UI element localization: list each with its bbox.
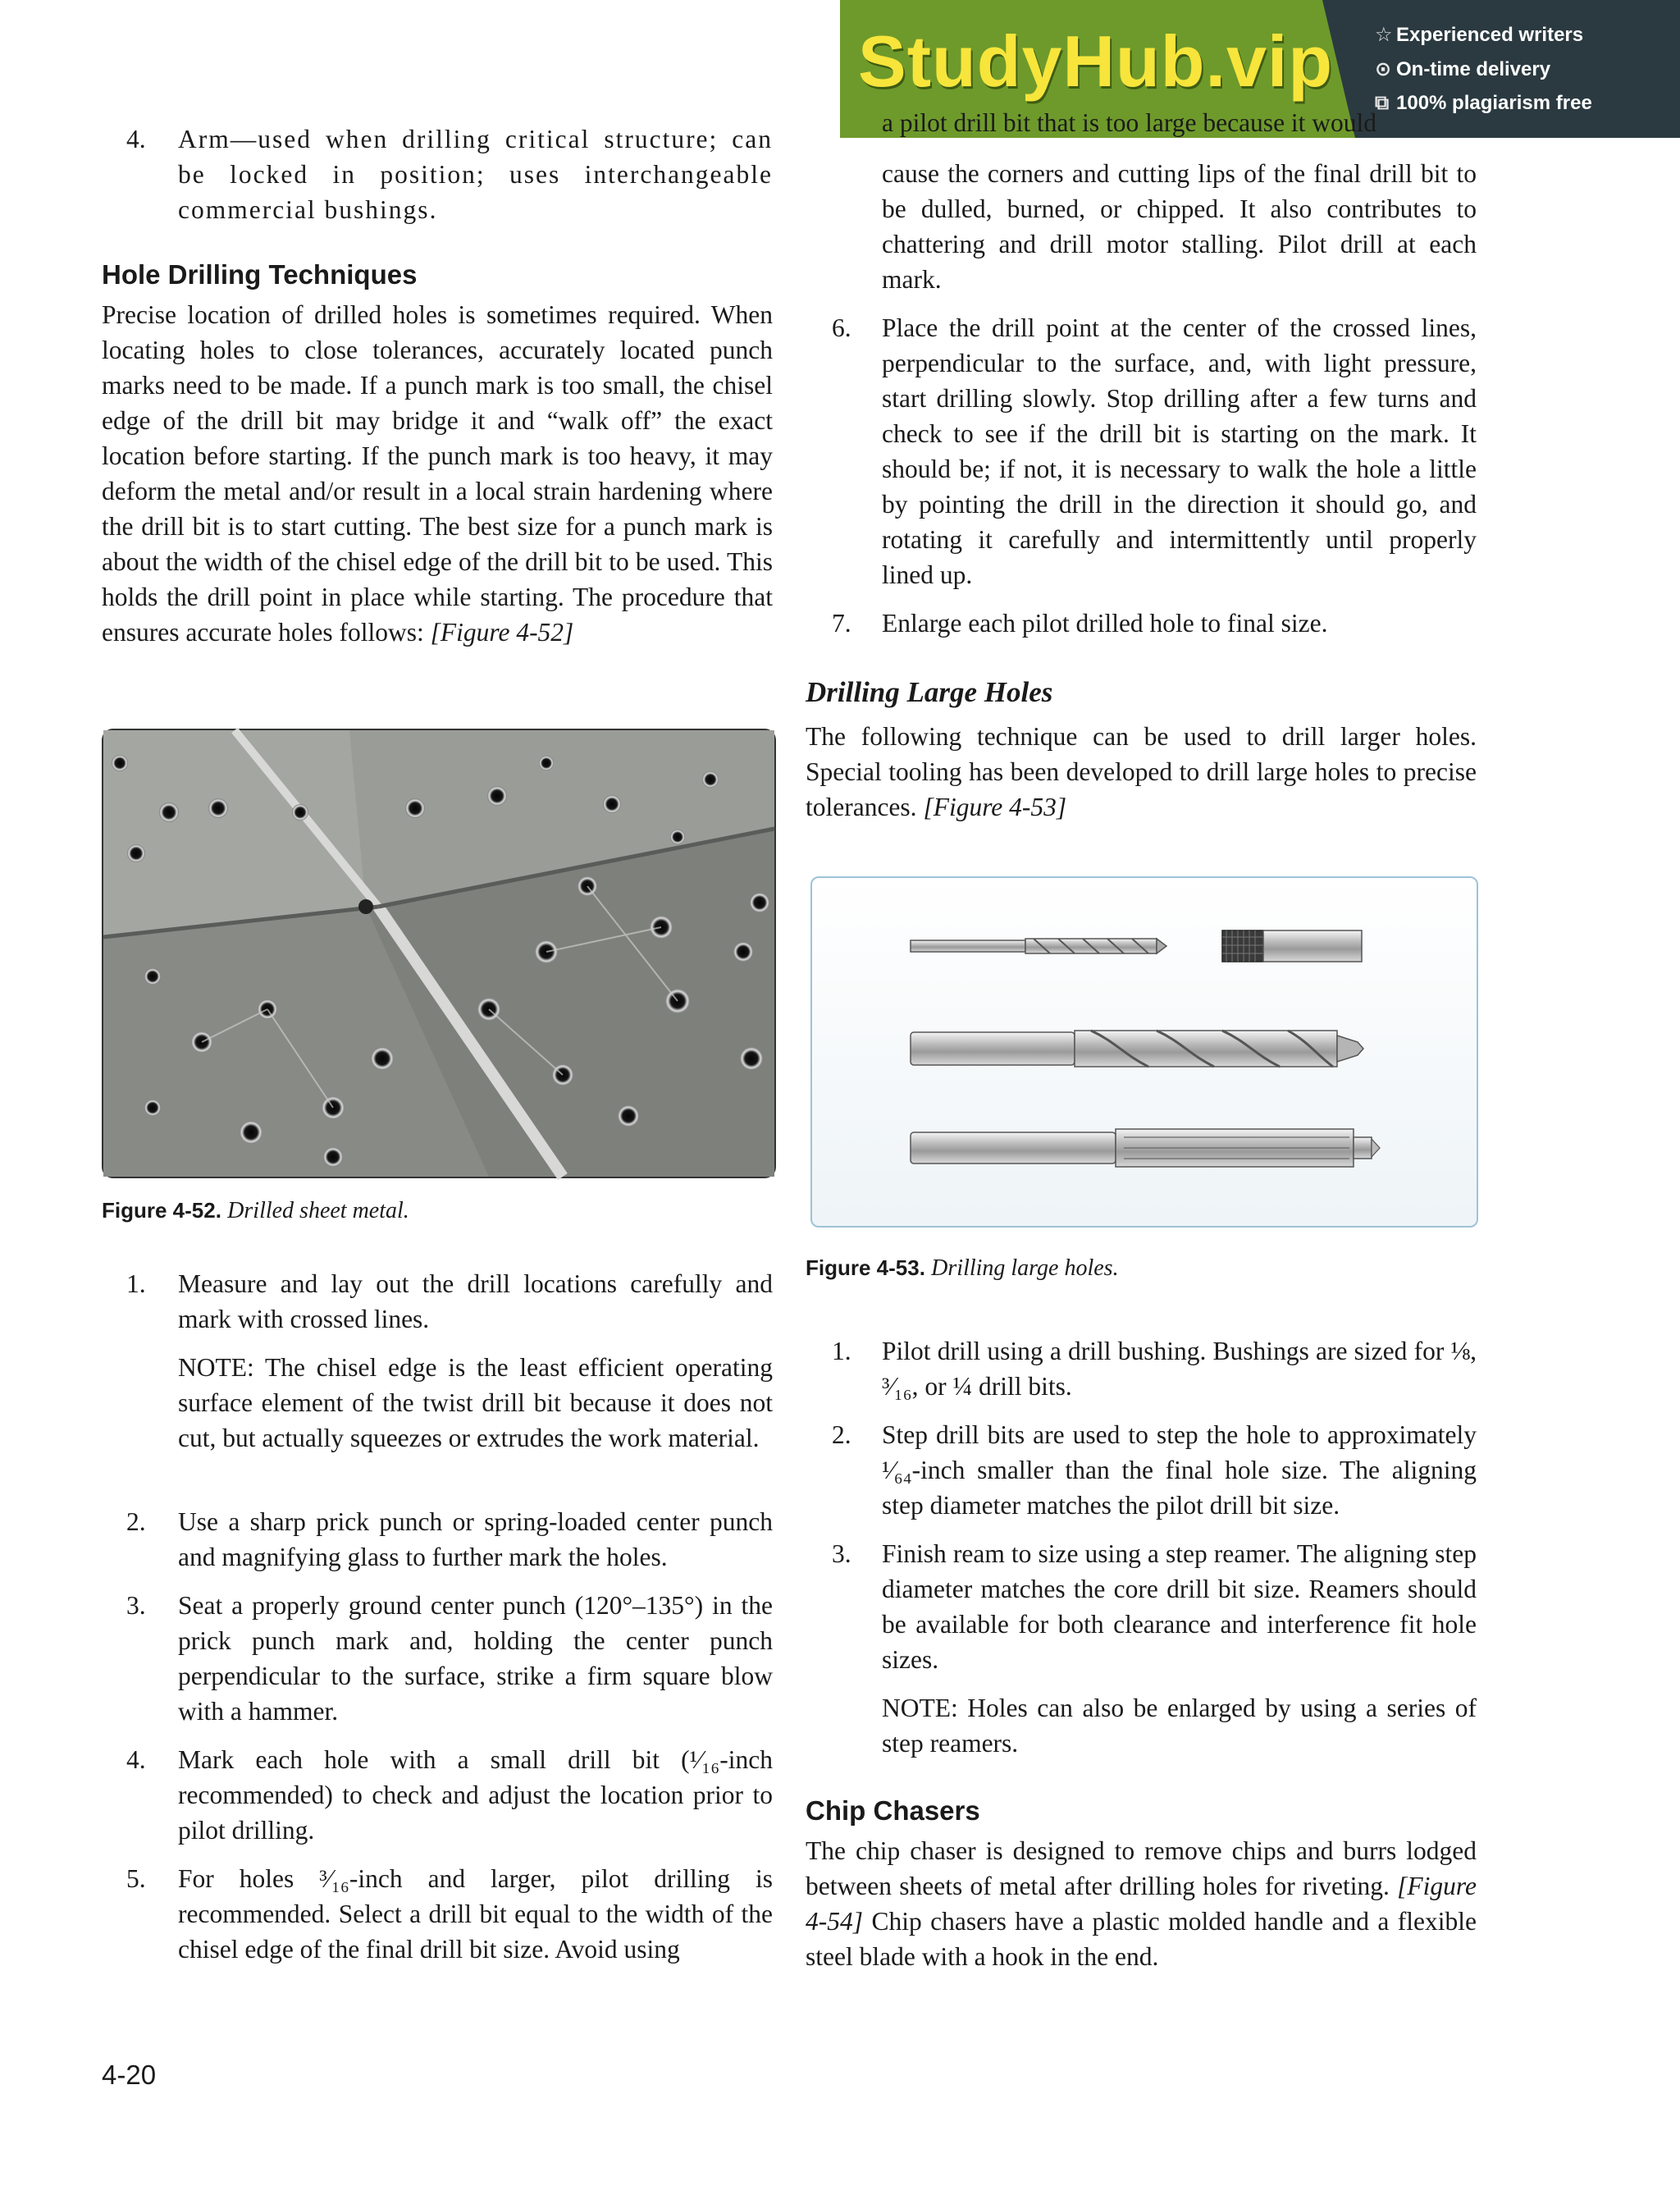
large-holes-intro: The following technique can be used to drill larger holes. Special tooling has been developed to drill large holes to precise tolerances. [Figure 4-53] bbox=[806, 722, 1477, 821]
note-step-reamers: NOTE: Holes can also be enlarged by using a series of step reamers. bbox=[882, 1694, 1477, 1758]
drill-bits-illustration bbox=[812, 878, 1477, 1226]
page-number: 4-20 bbox=[102, 2060, 157, 2090]
figure-ref-4-53[interactable]: [Figure 4-53] bbox=[923, 793, 1067, 821]
large-step-3: 3. Finish ream to size using a step reamer. The aligning step diameter matches the core drill bit size. Reamers should be available for both clearance and interference fit hole sizes. bbox=[832, 1539, 1477, 1674]
copy-icon: ⧉ bbox=[1375, 92, 1390, 114]
note-chisel-edge: NOTE: The chisel edge is the least efficient operating surface element of the twist drill bit because it does not cut, but actually squeezes or extrudes the work material. bbox=[178, 1353, 773, 1452]
feature-on-time-delivery: ⊙ On-time delivery bbox=[1375, 58, 1551, 80]
drill-bushing bbox=[1222, 930, 1362, 962]
clock-icon: ⊙ bbox=[1375, 58, 1392, 80]
step-4: 4. Mark each hole with a small drill bit (¹⁄₁₆-inch recommended) to check and adjust the location prior to pilot drilling. bbox=[126, 1745, 773, 1845]
star-icon: ☆ bbox=[1375, 24, 1393, 46]
step-reamer bbox=[911, 1129, 1380, 1167]
large-step-2: 2. Step drill bits are used to step the hole to approximately ¹⁄₆₄-inch smaller than the final hole size. The aligning step diameter matches the pilot drill bit size. bbox=[832, 1420, 1477, 1520]
step-6: 6. Place the drill point at the center of the crossed lines, perpendicular to the surface, and, with light pressure, start drilling slowly. Stop drilling after a few turns and check to see if the drill bit is starting on the mark. It should be; if not, it is necessary to walk the hole a little by pointing the drill in the direction it should go, and rotating it carefully and intermittently until properly lined up. bbox=[832, 313, 1477, 589]
heading-drilling-large-holes: Drilling Large Holes bbox=[806, 676, 1053, 708]
figure-4-52-caption: Figure 4-52. Drilled sheet metal. bbox=[102, 1198, 409, 1223]
continued-line-partial: a pilot drill bit that is too large because it would bbox=[882, 108, 1377, 137]
step-7: 7. Enlarge each pilot drilled hole to final size. bbox=[832, 609, 1328, 638]
large-step-1: 1. Pilot drill using a drill bushing. Bushings are sized for ⅛, ³⁄₁₆, or ¼ drill bits. bbox=[832, 1337, 1477, 1401]
chip-chasers-paragraph: The chip chaser is designed to remove chips and burrs lodged between sheets of metal after drilling holes for riveting. [Figure 4-54] Chip chasers have a plastic molded handle and a flexible steel blade with a hook in the end. bbox=[806, 1836, 1477, 1971]
figure-4-53-caption: Figure 4-53. Drilling large holes. bbox=[806, 1255, 1119, 1281]
step-1: 1. Measure and lay out the drill locations carefully and mark with crossed lines. bbox=[126, 1269, 773, 1333]
step-5: 5. For holes ³⁄₁₆-inch and larger, pilot drilling is recommended. Select a drill bit equal to the width of the chisel edge of the final drill bit size. Avoid using bbox=[126, 1864, 773, 1964]
heading-hole-drilling: Hole Drilling Techniques bbox=[102, 259, 418, 290]
pilot-drill-bit bbox=[911, 939, 1166, 953]
step-3: 3. Seat a properly ground center punch (120°–135°) in the prick punch mark and, holding the center punch perpendicular to the surface, strike a firm square blow with a hammer. bbox=[126, 1591, 773, 1726]
list-item-arm: 4. Arm—used when drilling critical structure; can be locked in position; uses interchangeable commercial bushings. bbox=[126, 125, 773, 224]
heading-chip-chasers: Chip Chasers bbox=[806, 1795, 980, 1826]
figure-ref-4-54[interactable]: [Figure 4-54] bbox=[806, 1872, 1477, 1936]
feature-experienced-writers: ☆ Experienced writers bbox=[1375, 24, 1584, 46]
feature-plagiarism-free: ⧉ 100% plagiarism free bbox=[1375, 92, 1592, 114]
drilling-large-holes-figure bbox=[810, 876, 1478, 1228]
step-drill-bit bbox=[911, 1031, 1363, 1067]
step-2: 2. Use a sharp prick punch or spring-loaded center punch and magnifying glass to further mark the holes. bbox=[126, 1507, 773, 1571]
sheet-metal-illustration bbox=[103, 730, 774, 1177]
continued-paragraph: cause the corners and cutting lips of the final drill bit to be dulled, burned, or chipped. It also contributes to chattering and drill motor stalling. Pilot drill at each mark. bbox=[882, 159, 1477, 294]
drilled-sheet-metal-photo bbox=[102, 729, 776, 1178]
studyhub-logo[interactable]: StudyHub.vip bbox=[858, 21, 1334, 102]
figure-ref-4-52[interactable]: [Figure 4-52] bbox=[430, 618, 574, 647]
intro-paragraph: Precise location of drilled holes is sometimes required. When locating holes to close tolerances, accurately located punch marks need to be made. If a punch mark is too small, the chisel edge of the drill bit may bridge it and “walk off” the exact location before starting. If the punch mark is too heavy, it may deform the metal and/or result in a local strain hardening where the drill bit is to start cutting. The best size for a punch mark is about the width of the chisel edge of the drill bit to be used. This holds the drill point in place while starting. The procedure that ensures accurate holes follows: [Figure 4-52] bbox=[102, 300, 773, 647]
